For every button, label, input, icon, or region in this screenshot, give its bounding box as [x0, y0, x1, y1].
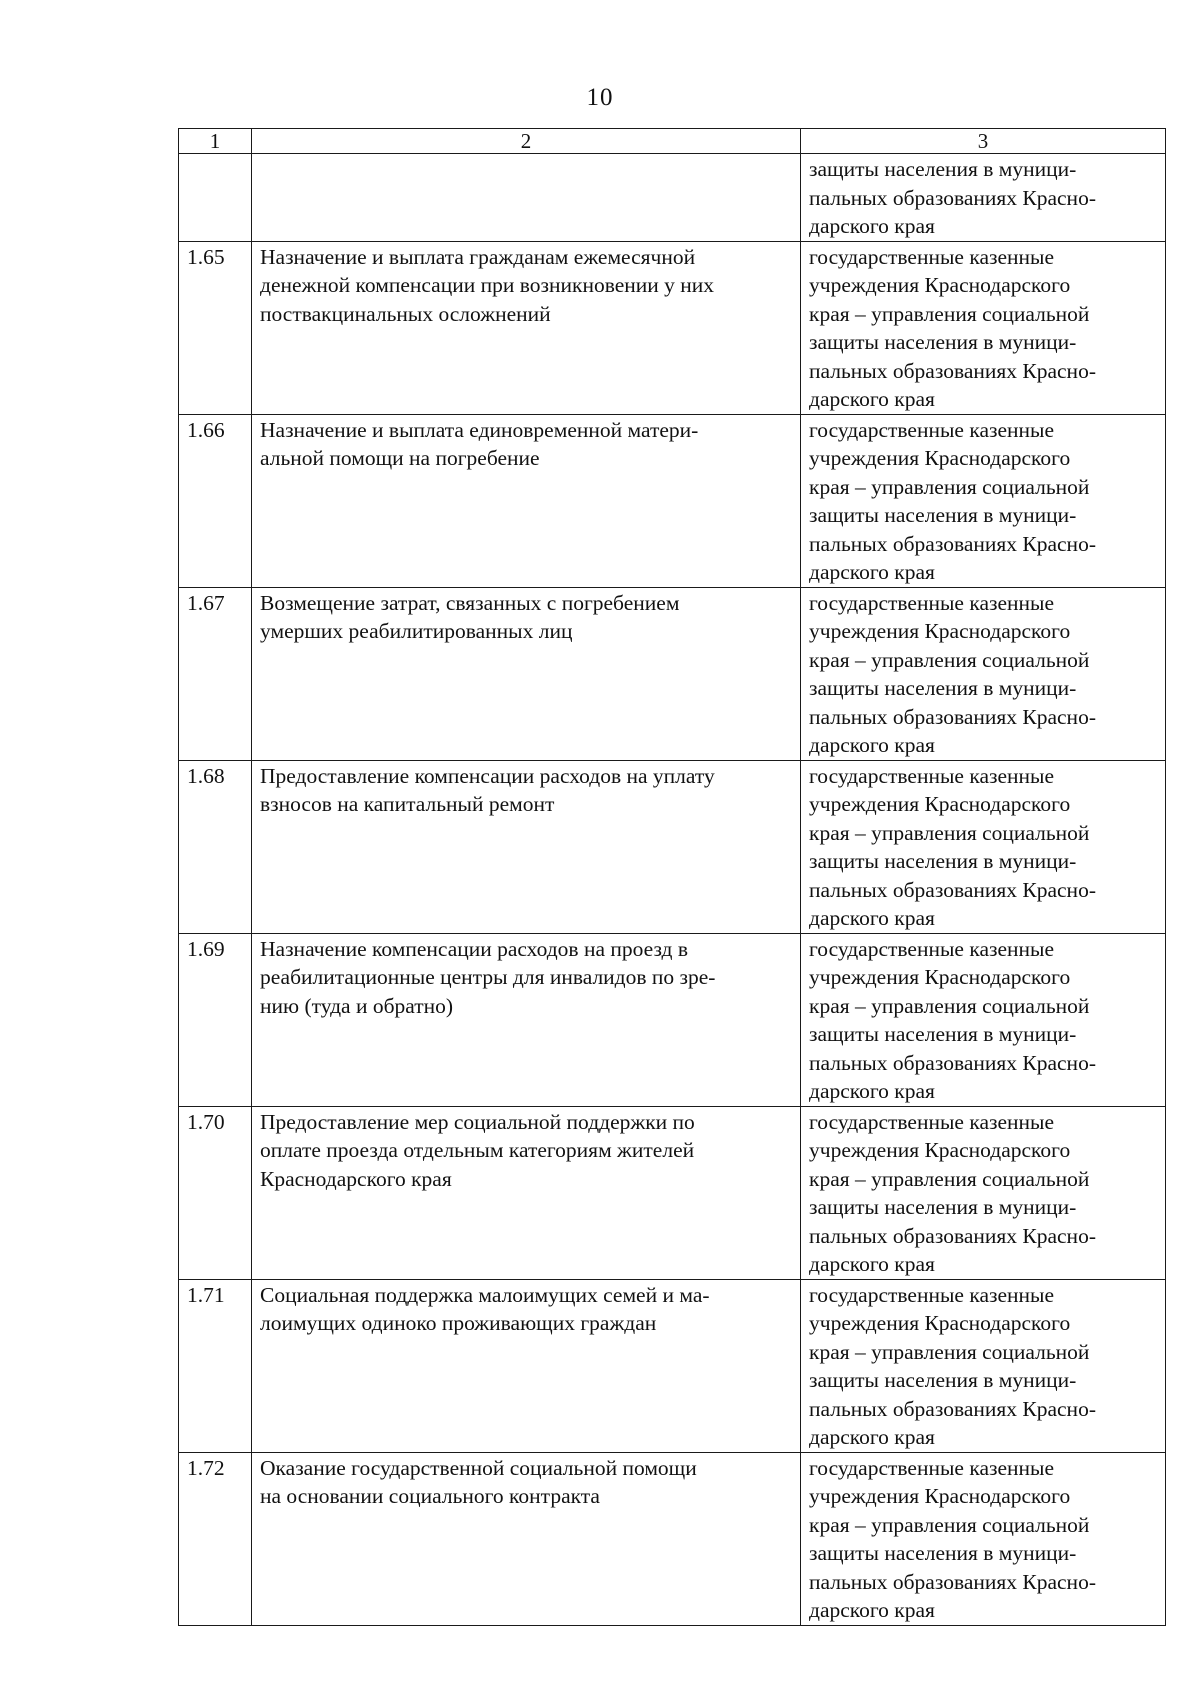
service-name-line: Предоставление мер социальной поддержки по	[260, 1109, 695, 1134]
service-name-line: реабилитационные центры для инвалидов по зре-	[260, 965, 716, 989]
responsible-authority	[801, 587, 1166, 760]
service-name	[252, 1452, 801, 1625]
row-number: 1.71	[179, 1279, 252, 1452]
row-number	[179, 154, 252, 242]
row-number: 1.68	[179, 760, 252, 933]
service-name-line: лоимущих одиноко проживающих граждан	[260, 1311, 657, 1335]
responsible-authority-line: дарского края	[809, 1079, 935, 1103]
responsible-authority-line: защиты населения в муници-	[809, 1368, 1077, 1392]
row-number: 1.66	[179, 414, 252, 587]
service-name-line: Оказание государственной социальной помощи	[260, 1455, 697, 1480]
service-name	[252, 1106, 801, 1279]
responsible-authority-line: дарского края	[809, 1252, 935, 1276]
responsible-authority	[801, 1279, 1166, 1452]
responsible-authority-line: учреждения Краснодарского	[809, 619, 1071, 643]
row-number: 1.67	[179, 587, 252, 760]
responsible-authority-line: государственные казенные	[809, 763, 1055, 788]
table-row	[179, 1279, 1166, 1452]
service-name-line: умерших реабилитированных лиц	[260, 619, 573, 643]
service-name	[252, 760, 801, 933]
responsible-authority	[801, 760, 1166, 933]
responsible-authority-line: края – управления социальной	[809, 1512, 1090, 1537]
responsible-authority-line: государственные казенные	[809, 244, 1055, 269]
header-col-1: 1	[179, 129, 252, 154]
responsible-authority-line: государственные казенные	[809, 1282, 1055, 1307]
table-row	[179, 760, 1166, 933]
service-name-line: поствакцинальных осложнений	[260, 301, 551, 326]
responsible-authority-line: пальных образованиях Красно-	[809, 358, 1096, 383]
service-name-line: Предоставление компенсации расходов на уплату	[260, 763, 715, 788]
row-number: 1.72	[179, 1452, 252, 1625]
responsible-authority-line: дарского края	[809, 560, 935, 584]
service-name	[252, 1279, 801, 1452]
service-name	[252, 241, 801, 414]
responsible-authority-line: края – управления социальной	[809, 1339, 1090, 1364]
service-name	[252, 587, 801, 760]
responsible-authority-line: государственные казенные	[809, 1455, 1055, 1480]
responsible-authority-line: края – управления социальной	[809, 647, 1090, 672]
service-name-line: Возмещение затрат, связанных с погребением	[260, 590, 680, 615]
responsible-authority-line: пальных образованиях Красно-	[809, 877, 1096, 902]
responsible-authority-line: защиты населения в муници-	[809, 1195, 1077, 1219]
responsible-authority-line: пальных образованиях Красно-	[809, 704, 1096, 729]
service-name	[252, 933, 801, 1106]
service-name-line: Назначение компенсации расходов на проезд в	[260, 936, 689, 961]
service-name	[252, 414, 801, 587]
service-name-line: взносов на капитальный ремонт	[260, 792, 555, 816]
responsible-authority-line: учреждения Краснодарского	[809, 1311, 1071, 1335]
responsible-authority-line: защиты населения в муници-	[809, 849, 1077, 873]
responsible-authority-line: учреждения Краснодарского	[809, 965, 1071, 989]
responsible-authority-line: края – управления социальной	[809, 1166, 1090, 1191]
responsible-authority-line: учреждения Краснодарского	[809, 1484, 1071, 1508]
responsible-authority-line: учреждения Краснодарского	[809, 273, 1071, 297]
responsible-authority-line: государственные казенные	[809, 1109, 1055, 1134]
responsible-authority	[801, 414, 1166, 587]
responsible-authority-line: пальных образованиях Красно-	[809, 1396, 1096, 1421]
service-name-line: нию (туда и обратно)	[260, 993, 454, 1018]
responsible-authority-line: защиты населения в муници-	[809, 330, 1077, 354]
service-name-line: денежной компенсации при возникновении у них	[260, 273, 715, 297]
table-row	[179, 1106, 1166, 1279]
responsible-authority-line: края – управления социальной	[809, 301, 1090, 326]
service-name-line: Назначение и выплата гражданам ежемесячной	[260, 244, 696, 269]
responsible-authority-line: дарского края	[809, 1598, 935, 1622]
responsible-authority-line: учреждения Краснодарского	[809, 446, 1071, 470]
responsible-authority	[801, 1452, 1166, 1625]
table-row	[179, 933, 1166, 1106]
service-name-line: на основании социального контракта	[260, 1484, 600, 1508]
row-number: 1.70	[179, 1106, 252, 1279]
service-name-line: Краснодарского края	[260, 1166, 452, 1191]
responsible-authority-line: края – управления социальной	[809, 474, 1090, 499]
header-col-3: 3	[801, 129, 1166, 154]
responsible-authority-line: защиты населения в муници-	[809, 503, 1077, 527]
responsible-authority-line: государственные казенные	[809, 417, 1055, 442]
responsible-authority-line: защиты населения в муници-	[809, 676, 1077, 700]
service-name-line: Социальная поддержка малоимущих семей и ма-	[260, 1282, 710, 1307]
responsible-authority-line: дарского края	[809, 214, 935, 238]
services-table-body	[179, 129, 1166, 1626]
responsible-authority	[801, 933, 1166, 1106]
responsible-authority	[801, 241, 1166, 414]
row-number: 1.69	[179, 933, 252, 1106]
table-row	[179, 414, 1166, 587]
responsible-authority-line: дарского края	[809, 733, 935, 757]
responsible-authority-line: учреждения Краснодарского	[809, 1138, 1071, 1162]
responsible-authority-line: защиты населения в муници-	[809, 1541, 1077, 1565]
responsible-authority-line: края – управления социальной	[809, 820, 1090, 845]
responsible-authority-line: защиты населения в муници-	[809, 1022, 1077, 1046]
responsible-authority-line: дарского края	[809, 387, 935, 411]
responsible-authority-line: пальных образованиях Красно-	[809, 1223, 1096, 1248]
table-header-row	[179, 129, 1166, 154]
table-row-continuation	[179, 154, 1166, 242]
responsible-authority	[801, 154, 1166, 242]
service-name-line: Назначение и выплата единовременной матери-	[260, 417, 699, 442]
responsible-authority-line: государственные казенные	[809, 590, 1055, 615]
header-col-2: 2	[252, 129, 801, 154]
responsible-authority-line: дарского края	[809, 906, 935, 930]
services-table	[178, 128, 1166, 1626]
responsible-authority-line: защиты населения в муници-	[809, 157, 1077, 181]
responsible-authority	[801, 1106, 1166, 1279]
table-row	[179, 587, 1166, 760]
responsible-authority-line: государственные казенные	[809, 936, 1055, 961]
responsible-authority-line: пальных образованиях Красно-	[809, 1050, 1096, 1075]
responsible-authority-line: учреждения Краснодарского	[809, 792, 1071, 816]
row-number: 1.65	[179, 241, 252, 414]
table-row	[179, 241, 1166, 414]
service-name-line: альной помощи на погребение	[260, 446, 540, 470]
service-name	[252, 154, 801, 242]
responsible-authority-line: пальных образованиях Красно-	[809, 531, 1096, 556]
responsible-authority-line: пальных образованиях Красно-	[809, 185, 1096, 210]
table-row	[179, 1452, 1166, 1625]
responsible-authority-line: дарского края	[809, 1425, 935, 1449]
responsible-authority-line: края – управления социальной	[809, 993, 1090, 1018]
service-name-line: оплате проезда отдельным категориям жителей	[260, 1138, 695, 1162]
page-number: 10	[586, 84, 614, 111]
responsible-authority-line: пальных образованиях Красно-	[809, 1569, 1096, 1594]
